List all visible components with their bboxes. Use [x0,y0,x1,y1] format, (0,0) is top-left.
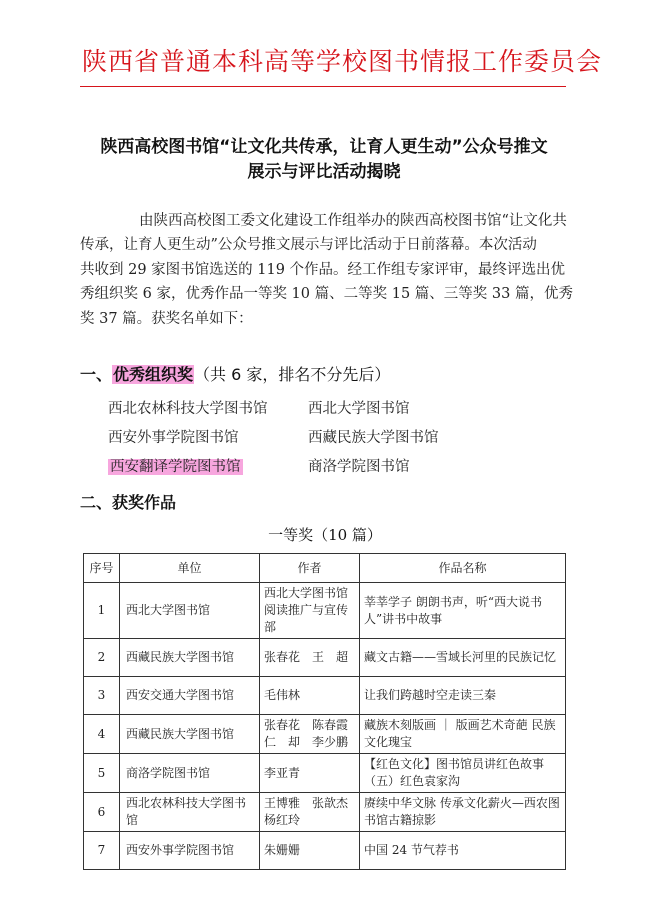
cell-index: 4 [84,715,120,754]
cell-unit: 西藏民族大学图书馆 [120,639,260,677]
intro-line: 奖 37 篇。获奖名单如下： [80,310,253,327]
table-row [84,677,566,715]
first-prize-heading: 一等奖（10 篇） [268,526,382,544]
cell-author: 张春花 王 超 [260,639,360,677]
cell-author: 朱姗姗 [260,832,360,870]
cell-author: 毛伟林 [260,677,360,715]
cell-work-title: 中国 24 节气荐书 [360,832,566,870]
col-header-work-title: 作品名称 [360,554,566,583]
intro-line: 秀组织奖 6 家，优秀作品一等奖 10 篇、二等奖 15 篇、三等奖 33 篇，优秀 [80,286,573,303]
section-number: 一、 [80,365,113,384]
cell-author: 西北大学图书馆阅读推广与宣传部 [260,583,360,639]
table-row [84,715,566,754]
intro-line: 共收到 29 家图书馆选送的 119 个作品。经工作组专家评审，最终评选出优 [80,261,566,278]
cell-unit: 西北大学图书馆 [120,583,260,639]
cell-author: 张春花 陈春霞 仁 却 李少鹏 [260,715,360,754]
cell-unit: 西北农林科技大学图书馆 [120,793,260,832]
cell-index: 1 [84,583,120,639]
cell-work-title: 藏文古籍——雪域长河里的民族记忆 [360,639,566,677]
cell-index: 5 [84,754,120,793]
section-heading-organization-award [80,362,390,385]
cell-work-title: 赓续中华文脉 传承文化薪火—西农图书馆古籍掠影 [360,793,566,832]
intro-line: 由陕西高校图工委文化建设工作组举办的陕西高校图书馆“让文化共 [139,213,567,229]
cell-unit: 商洛学院图书馆 [120,754,260,793]
cell-work-title: 藏族木刻版画 ｜ 版画艺术奇葩 民族文化瑰宝 [360,715,566,754]
cell-author: 李亚青 [260,754,360,793]
cell-index: 2 [84,639,120,677]
org-list-item: 西安外事学院图书馆 [108,430,239,446]
cell-unit: 西藏民族大学图书馆 [120,715,260,754]
col-header-index: 序号 [84,554,120,583]
cell-index: 3 [84,677,120,715]
org-list-item: 西藏民族大学图书馆 [308,430,439,446]
org-list-item: 西北大学图书馆 [308,401,410,417]
section-heading-works: 二、获奖作品 [80,493,177,512]
highlighted-award-name: 优秀组织奖 [113,365,194,384]
first-prize-table [83,553,566,870]
cell-work-title: 让我们跨越时空走读三秦 [360,677,566,715]
col-header-author: 作者 [260,554,360,583]
cell-work-title: 【红色文化】图书馆员讲红色故事（五）红色袁家沟 [360,754,566,793]
cell-author: 王博雅 张歆杰 杨红玲 [260,793,360,832]
cell-index: 7 [84,832,120,870]
document-title-line-1: 陕西高校图书馆“让文化共传承，让育人更生动”公众号推文 [100,137,548,157]
org-list-item: 商洛学院图书馆 [308,459,410,475]
table-row [84,583,566,639]
table-row [84,754,566,793]
header-divider [80,86,566,87]
cell-unit: 西安交通大学图书馆 [120,677,260,715]
organization-header: 陕西省普通本科高等学校图书情报工作委员会 [82,47,603,76]
section-note: （共 6 家，排名不分先后） [194,365,391,384]
cell-work-title: 莘莘学子 朗朗书声，听“西大说书人”讲书中故事 [360,583,566,639]
table-header-row [84,554,566,583]
cell-index: 6 [84,793,120,832]
intro-line: 传承，让育人更生动”公众号推文展示与评比活动于日前落幕。本次活动 [80,237,537,254]
highlighted-org-name: 西安翻译学院图书馆 [110,459,241,475]
intro-paragraph [80,209,573,331]
table-row [84,793,566,832]
col-header-unit: 单位 [120,554,260,583]
org-list-item-highlighted [108,455,243,476]
table-row [84,832,566,870]
org-list-item: 西北农林科技大学图书馆 [108,401,268,417]
cell-unit: 西安外事学院图书馆 [120,832,260,870]
table-row [84,639,566,677]
document-title-line-2: 展示与评比活动揭晓 [247,162,401,182]
